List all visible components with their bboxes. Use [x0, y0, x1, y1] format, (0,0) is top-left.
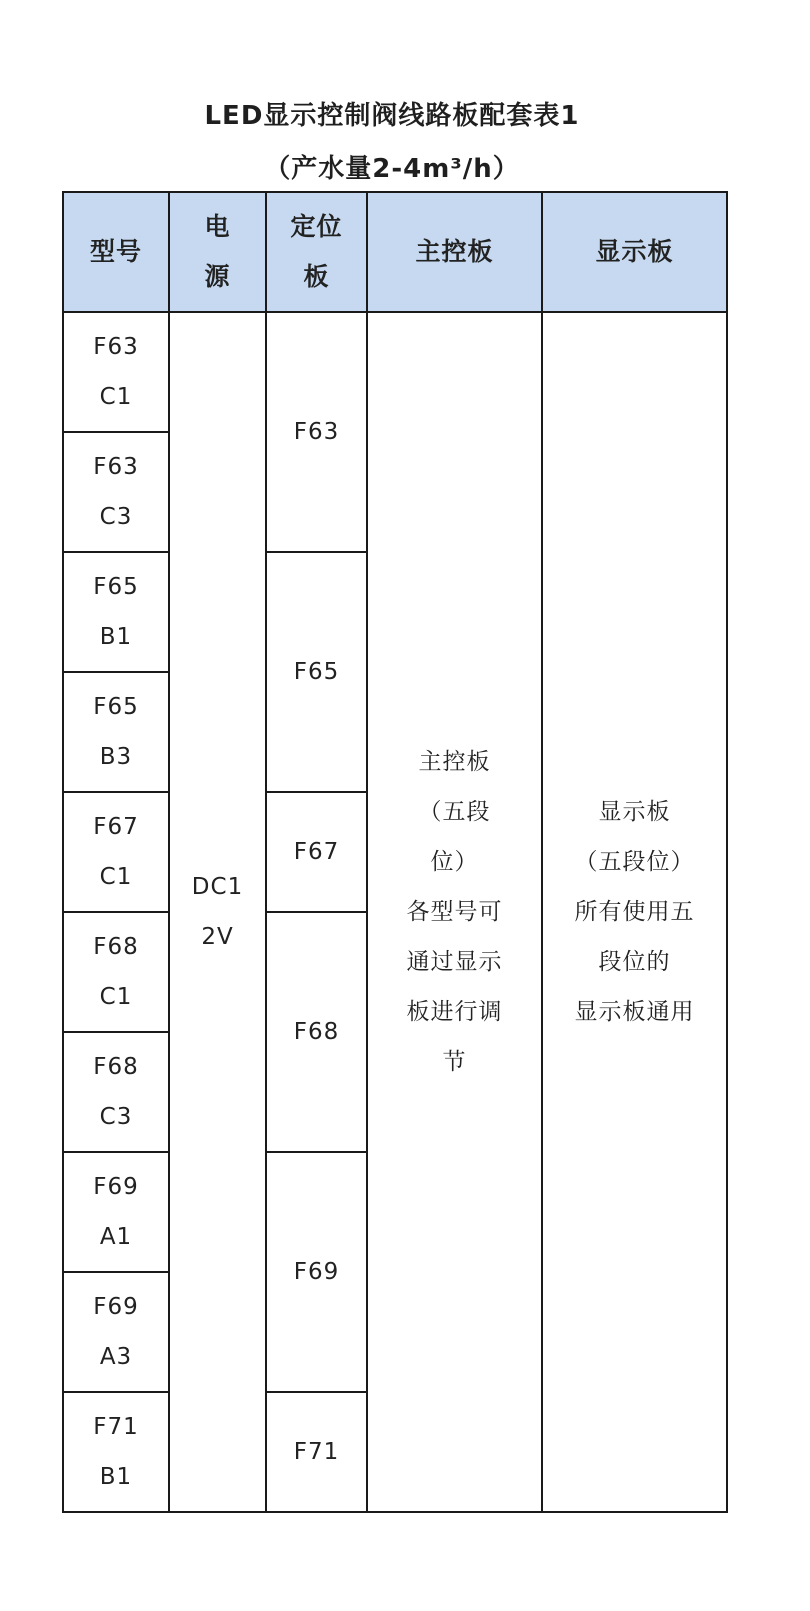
model-variant: C1 — [99, 864, 133, 890]
header-power-line2: 源 — [204, 262, 231, 291]
model-variant: B1 — [99, 624, 133, 650]
model-variant: B1 — [99, 1464, 133, 1490]
model-cell — [63, 552, 169, 672]
model-cell — [63, 1152, 169, 1272]
positioning-cell: F68 — [266, 912, 367, 1152]
model-series: F71 — [93, 1414, 139, 1440]
model-variant: A1 — [99, 1224, 133, 1250]
table-subtitle: （产水量2-4m³/h） — [264, 154, 520, 184]
model-cell — [63, 1392, 169, 1512]
power-line1: DC1 — [191, 874, 244, 900]
model-series: F69 — [93, 1174, 139, 1200]
header-positioning — [266, 192, 367, 312]
header-positioning-line2: 板 — [303, 262, 330, 291]
header-power-line1: 电 — [204, 212, 231, 241]
model-series: F68 — [93, 1054, 139, 1080]
header-display-board: 显示板 — [542, 192, 727, 312]
main-board-note-line: （五段 — [418, 799, 491, 825]
model-cell — [63, 312, 169, 432]
model-variant: C3 — [99, 504, 133, 530]
positioning-cell: F69 — [266, 1152, 367, 1392]
model-series: F63 — [93, 454, 139, 480]
display-board-cell — [542, 312, 727, 1512]
main-board-note-line: 各型号可 — [406, 899, 503, 925]
power-line2: 2V — [201, 924, 234, 950]
model-variant: C3 — [99, 1104, 133, 1130]
model-cell — [63, 672, 169, 792]
display-board-note-line: 显示板 — [598, 799, 671, 825]
positioning-cell: F67 — [266, 792, 367, 912]
display-board-note-line: （五段位） — [574, 849, 695, 875]
positioning-cell: F65 — [266, 552, 367, 792]
display-board-note-line: 显示板通用 — [574, 999, 695, 1025]
model-variant: A3 — [99, 1344, 133, 1370]
header-row — [63, 192, 727, 312]
main-board-note-line: 节 — [442, 1049, 467, 1075]
main-board-note-line: 主控板 — [418, 749, 491, 775]
model-cell — [63, 912, 169, 1032]
display-board-note-line: 所有使用五 — [574, 899, 695, 925]
main-board-note-line: 位） — [430, 849, 479, 875]
model-series: F63 — [93, 334, 139, 360]
model-series: F68 — [93, 934, 139, 960]
positioning-cell: F63 — [266, 312, 367, 552]
header-power — [169, 192, 266, 312]
header-positioning-line1: 定位 — [290, 212, 343, 241]
model-cell — [63, 1272, 169, 1392]
model-series: F65 — [93, 574, 139, 600]
matching-table — [62, 191, 728, 1513]
model-cell — [63, 1032, 169, 1152]
model-cell — [63, 432, 169, 552]
header-model: 型号 — [63, 192, 169, 312]
power-cell — [169, 312, 266, 1512]
model-series: F65 — [93, 694, 139, 720]
main-board-cell — [367, 312, 542, 1512]
model-series: F69 — [93, 1294, 139, 1320]
table-title: LED显示控制阀线路板配套表1 — [204, 101, 580, 131]
positioning-cell: F71 — [266, 1392, 367, 1512]
model-variant: C1 — [99, 984, 133, 1010]
main-board-note-line: 通过显示 — [406, 949, 503, 975]
model-variant: B3 — [99, 744, 133, 770]
display-board-note-line: 段位的 — [598, 949, 671, 975]
header-main-board: 主控板 — [367, 192, 542, 312]
main-board-note-line: 板进行调 — [406, 999, 503, 1025]
model-series: F67 — [93, 814, 139, 840]
model-variant: C1 — [99, 384, 133, 410]
model-cell — [63, 792, 169, 912]
table-row — [63, 312, 727, 432]
